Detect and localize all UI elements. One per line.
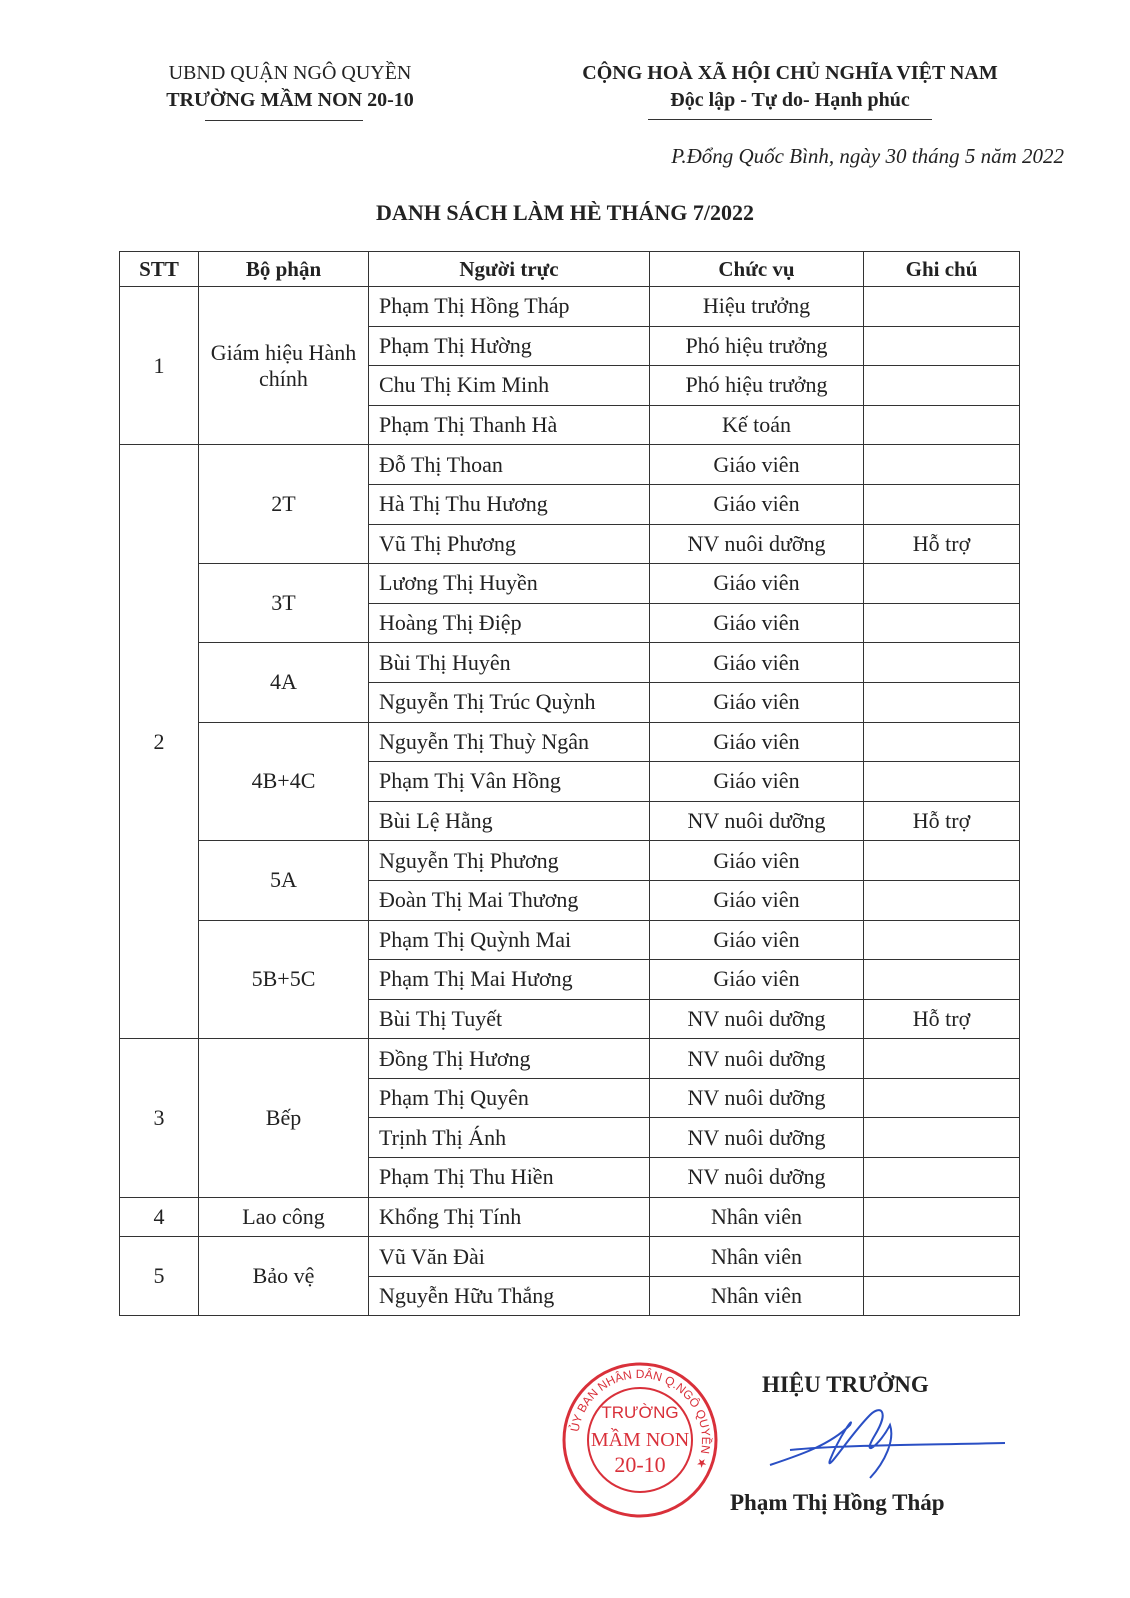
person-name-cell: Chu Thị Kim Minh <box>369 366 650 406</box>
role-cell: Giáo viên <box>650 682 864 722</box>
document-title: DANH SÁCH LÀM HÈ THÁNG 7/2022 <box>376 200 754 225</box>
divider <box>205 120 363 121</box>
role-cell: Giáo viên <box>650 643 864 683</box>
note-cell <box>864 445 1020 485</box>
role-cell: Giáo viên <box>650 920 864 960</box>
person-name-cell: Nguyễn Hữu Thắng <box>369 1276 650 1316</box>
table-header-row <box>120 252 1020 287</box>
department-cell: Bếp <box>199 1039 369 1197</box>
note-cell <box>864 1197 1020 1237</box>
note-cell: Hỗ trợ <box>864 801 1020 841</box>
table-row <box>120 643 1020 683</box>
role-cell: NV nuôi dưỡng <box>650 999 864 1039</box>
table-row <box>120 1197 1020 1237</box>
svg-text:20-10: 20-10 <box>614 1452 666 1477</box>
divider <box>648 119 932 120</box>
role-cell: NV nuôi dưỡng <box>650 1158 864 1198</box>
role-cell: NV nuôi dưỡng <box>650 1118 864 1158</box>
note-cell <box>864 1276 1020 1316</box>
table-row <box>120 722 1020 762</box>
person-name-cell: Vũ Văn Đài <box>369 1237 650 1277</box>
table-row <box>120 841 1020 881</box>
note-cell <box>864 762 1020 802</box>
svg-text:TRƯỜNG: TRƯỜNG <box>601 1403 679 1422</box>
person-name-cell: Đoàn Thị Mai Thương <box>369 880 650 920</box>
authority-name: UBND QUẬN NGÔ QUYỀN <box>168 62 412 84</box>
table-row <box>120 287 1020 327</box>
department-cell: 3T <box>199 564 369 643</box>
person-name-cell: Nguyễn Thị Thuỳ Ngân <box>369 722 650 762</box>
stt-cell: 2 <box>120 445 199 1039</box>
role-cell: Giáo viên <box>650 722 864 762</box>
person-name-cell: Hà Thị Thu Hương <box>369 484 650 524</box>
role-cell: Giáo viên <box>650 484 864 524</box>
note-cell <box>864 643 1020 683</box>
person-name-cell: Nguyễn Thị Trúc Quỳnh <box>369 682 650 722</box>
note-cell <box>864 722 1020 762</box>
header-note: Ghi chú <box>864 252 1020 287</box>
note-cell <box>864 1118 1020 1158</box>
note-cell: Hỗ trợ <box>864 999 1020 1039</box>
person-name-cell: Phạm Thị Thanh Hà <box>369 405 650 445</box>
role-cell: Giáo viên <box>650 960 864 1000</box>
person-name-cell: Phạm Thị Mai Hương <box>369 960 650 1000</box>
role-cell: NV nuôi dưỡng <box>650 1078 864 1118</box>
note-cell <box>864 920 1020 960</box>
role-cell: Giáo viên <box>650 880 864 920</box>
department-cell: 5A <box>199 841 369 920</box>
national-motto: Độc lập - Tự do- Hạnh phúc <box>670 89 910 111</box>
person-name-cell: Bùi Thị Tuyết <box>369 999 650 1039</box>
date-line: P.Đổng Quốc Bình, ngày 30 tháng 5 năm 2022 <box>671 144 1064 168</box>
department-cell: 4B+4C <box>199 722 369 841</box>
svg-text:MẦM NON: MẦM NON <box>590 1429 690 1451</box>
stt-cell: 1 <box>120 287 199 445</box>
note-cell <box>864 1237 1020 1277</box>
person-name-cell: Bùi Thị Huyên <box>369 643 650 683</box>
person-name-cell: Phạm Thị Vân Hồng <box>369 762 650 802</box>
department-cell: 5B+5C <box>199 920 369 1039</box>
person-name-cell: Khổng Thị Tính <box>369 1197 650 1237</box>
signature-title: HIỆU TRƯỞNG <box>762 1372 929 1397</box>
duty-table <box>119 251 1020 1316</box>
person-name-cell: Phạm Thị Hồng Tháp <box>369 287 650 327</box>
person-name-cell: Đỗ Thị Thoan <box>369 445 650 485</box>
table-row <box>120 445 1020 485</box>
role-cell: NV nuôi dưỡng <box>650 1039 864 1079</box>
person-name-cell: Đồng Thị Hương <box>369 1039 650 1079</box>
signer-name: Phạm Thị Hồng Tháp <box>730 1490 945 1515</box>
svg-text:ỦY BAN NHÂN DÂN Q.NGÔ QUYỀN ★: ỦY BAN NHÂN DÂN Q.NGÔ QUYỀN ★ <box>567 1366 714 1471</box>
note-cell <box>864 564 1020 604</box>
department-cell: Bảo vệ <box>199 1237 369 1316</box>
role-cell: Giáo viên <box>650 762 864 802</box>
note-cell <box>864 287 1020 327</box>
header-stt: STT <box>120 252 199 287</box>
role-cell: Giáo viên <box>650 445 864 485</box>
note-cell <box>864 603 1020 643</box>
role-cell: Phó hiệu trưởng <box>650 366 864 406</box>
header-person: Người trực <box>369 252 650 287</box>
note-cell: Hỗ trợ <box>864 524 1020 564</box>
school-name: TRƯỜNG MẦM NON 20-10 <box>166 89 414 111</box>
national-title: CỘNG HOÀ XÃ HỘI CHỦ NGHĨA VIỆT NAM <box>582 62 998 84</box>
person-name-cell: Phạm Thị Hường <box>369 326 650 366</box>
table-row <box>120 1237 1020 1277</box>
note-cell <box>864 880 1020 920</box>
handwritten-signature <box>760 1400 1010 1485</box>
role-cell: Giáo viên <box>650 841 864 881</box>
person-name-cell: Hoàng Thị Điệp <box>369 603 650 643</box>
person-name-cell: Lương Thị Huyền <box>369 564 650 604</box>
note-cell <box>864 326 1020 366</box>
person-name-cell: Trịnh Thị Ánh <box>369 1118 650 1158</box>
role-cell: Kế toán <box>650 405 864 445</box>
person-name-cell: Nguyễn Thị Phương <box>369 841 650 881</box>
table-row <box>120 920 1020 960</box>
header-role: Chức vụ <box>650 252 864 287</box>
role-cell: Nhân viên <box>650 1276 864 1316</box>
header-department: Bộ phận <box>199 252 369 287</box>
note-cell <box>864 1158 1020 1198</box>
person-name-cell: Phạm Thị Quỳnh Mai <box>369 920 650 960</box>
note-cell <box>864 405 1020 445</box>
note-cell <box>864 960 1020 1000</box>
department-cell: 2T <box>199 445 369 564</box>
role-cell: NV nuôi dưỡng <box>650 524 864 564</box>
role-cell: Hiệu trưởng <box>650 287 864 327</box>
role-cell: Giáo viên <box>650 603 864 643</box>
department-cell: 4A <box>199 643 369 722</box>
department-cell: Lao công <box>199 1197 369 1237</box>
role-cell: Nhân viên <box>650 1237 864 1277</box>
role-cell: NV nuôi dưỡng <box>650 801 864 841</box>
department-cell: Giám hiệu Hành chính <box>199 287 369 445</box>
note-cell <box>864 484 1020 524</box>
school-stamp <box>560 1360 720 1520</box>
role-cell: Nhân viên <box>650 1197 864 1237</box>
table-row <box>120 564 1020 604</box>
person-name-cell: Vũ Thị Phương <box>369 524 650 564</box>
table-row <box>120 1039 1020 1079</box>
note-cell <box>864 682 1020 722</box>
role-cell: Giáo viên <box>650 564 864 604</box>
role-cell: Phó hiệu trưởng <box>650 326 864 366</box>
note-cell <box>864 366 1020 406</box>
stt-cell: 3 <box>120 1039 199 1197</box>
person-name-cell: Phạm Thị Thu Hiền <box>369 1158 650 1198</box>
note-cell <box>864 1039 1020 1079</box>
note-cell <box>864 841 1020 881</box>
stt-cell: 5 <box>120 1237 199 1316</box>
note-cell <box>864 1078 1020 1118</box>
stt-cell: 4 <box>120 1197 199 1237</box>
person-name-cell: Phạm Thị Quyên <box>369 1078 650 1118</box>
person-name-cell: Bùi Lệ Hằng <box>369 801 650 841</box>
